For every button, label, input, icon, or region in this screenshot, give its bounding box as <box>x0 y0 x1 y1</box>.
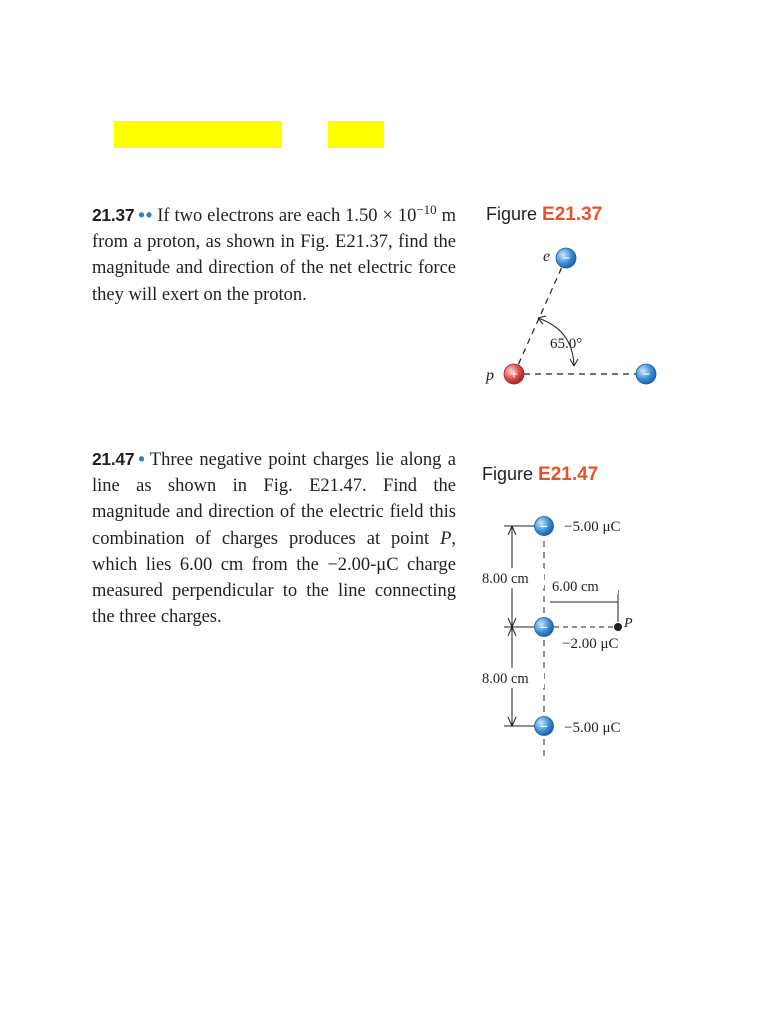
electron-top-sign: − <box>561 251 571 267</box>
dashed-line-proton-to-top-electron <box>514 258 566 374</box>
figure-number: E21.37 <box>542 204 603 225</box>
figure-number: E21.47 <box>538 464 599 485</box>
highlight-block-left <box>114 121 282 148</box>
proton-sign: + <box>509 367 519 383</box>
problem-number: 21.47 <box>92 449 135 469</box>
problem-text-line1: If two electrons are each 1.50 × <box>157 206 393 226</box>
point-label: P <box>440 528 452 549</box>
electron-label: e <box>543 248 551 265</box>
charge-bottom-label: −5.00 μC <box>564 720 621 736</box>
proton-label: p <box>486 367 494 384</box>
point-p-label: P <box>624 616 633 631</box>
difficulty-dots: •• <box>138 204 154 225</box>
spacing-upper-label: 8.00 cm <box>482 571 529 587</box>
problem-text-a: Three negative point charges lie along a line as shown in Fig. E21.47. Find the magnitude and direction of the electric field this combination of charges produces at point <box>92 450 456 549</box>
problem-text-base: 10 <box>397 206 417 226</box>
figure-title-e21-47 <box>482 464 598 486</box>
problem-text-rest: m from a proton, as shown in Fig. E21.37, find the magnitude and direction of the net electric force they will exert on the proton. <box>92 206 456 305</box>
charge-top-sign: − <box>540 520 548 535</box>
difficulty-dots: • <box>138 448 146 469</box>
highlight-block-right <box>328 121 384 148</box>
charge-middle-label: −2.00 μC <box>562 636 619 652</box>
charge-bottom-sign: − <box>540 720 548 735</box>
electron-right-sign: − <box>641 367 651 383</box>
problem-text-exponent: −10 <box>416 201 437 217</box>
figure-prefix: Figure <box>482 464 539 484</box>
problem-number: 21.37 <box>92 205 135 225</box>
spacing-lower-label: 8.00 cm <box>482 671 529 687</box>
point-p <box>614 623 622 631</box>
figure-e21-37-diagram <box>478 238 678 398</box>
charge-middle-sign: − <box>540 621 548 636</box>
perp-distance-label: 6.00 cm <box>552 579 599 595</box>
problem-text-b: , which lies 6.00 cm from the −2.00-μC charge measured perpendicular to the line connecting the three charges. <box>92 528 456 628</box>
figure-prefix: Figure <box>486 204 543 224</box>
figure-e21-47-diagram <box>478 510 678 760</box>
angle-label: 65.0° <box>550 336 583 352</box>
problem-21-47 <box>92 446 456 630</box>
charge-top-label: −5.00 μC <box>564 519 621 535</box>
problem-21-37 <box>92 202 456 308</box>
figure-title-e21-37 <box>486 204 602 226</box>
